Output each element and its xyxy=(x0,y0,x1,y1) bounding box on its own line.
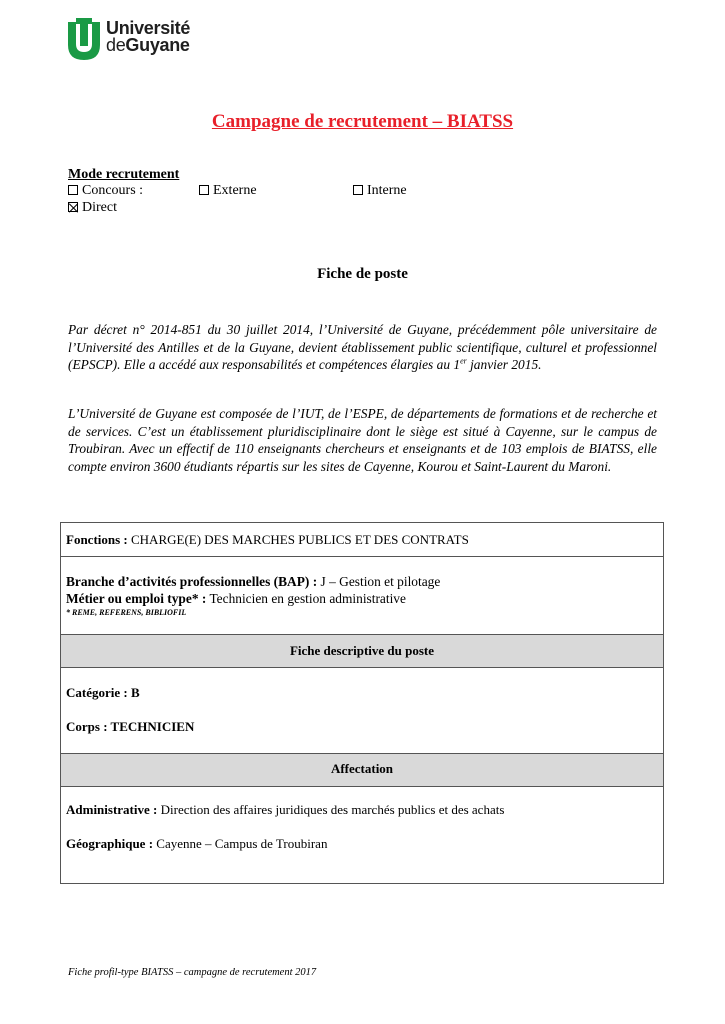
row-fonctions xyxy=(61,523,663,556)
fiche-header: Fiche descriptive du poste xyxy=(289,643,435,658)
university-logo-icon xyxy=(66,18,102,62)
mode-recrutement-section xyxy=(68,166,179,183)
direct-label: Direct xyxy=(82,200,117,215)
reference-note: * REME, REFERENS, BIBLIOFIL xyxy=(66,608,187,617)
option-interne xyxy=(353,183,407,199)
fonctions-value: CHARGE(E) DES MARCHES PUBLICS ET DES CONTRATS xyxy=(131,532,469,547)
sup-er: er xyxy=(460,356,467,366)
intro-paragraph-2: L’Université de Guyane est composée de l’IUT, de l’ESPE, de départements de formations et de recherche et de services. C’est un établissement pluridisciplinaire dont le siège est situé à Cayenne, sur le campus de Troubiran. Avec un effectif de 110 enseignants chercheurs et enseignants et de 103 emplois de BIATSS, elle compte environ 3600 étudiants répartis sur les sites de Cayenne, Kourou et Saint-Laurent du Maroni. xyxy=(68,406,657,474)
intro-paragraph-1: Par décret n° 2014-851 du 30 juillet 2014, l’Université de Guyane, précédemment pôle universitaire de l’Université des Antilles et de la Guyane, devient établissement public scientifique, culturel et professionnel (EPSCP). Elle a accédé aux responsabilités et compétences élargies au 1er janvier 2015. xyxy=(68,322,657,372)
categorie: Catégorie : B xyxy=(66,685,140,700)
logo-line2-main: Guyane xyxy=(125,35,190,55)
geo-value: Cayenne – Campus de Troubiran xyxy=(156,836,328,851)
corps: Corps : TECHNICIEN xyxy=(66,719,195,734)
page-footer: Fiche profil-type BIATSS – campagne de recrutement 2017 xyxy=(68,967,317,978)
geo-label: Géographique : xyxy=(66,836,154,851)
admin-label: Administrative : xyxy=(66,802,158,817)
admin-value: Direction des affaires juridiques des marchés publics et des achats xyxy=(160,802,505,817)
row-fiche-header xyxy=(61,634,663,667)
row-bap xyxy=(61,556,663,634)
logo-line2-prefix: de xyxy=(106,35,126,55)
affectation-header: Affectation xyxy=(330,761,394,776)
row-affectation xyxy=(61,786,663,883)
page-title: Campagne de recrutement – BIATSS xyxy=(211,111,514,132)
concours-checkbox xyxy=(68,185,78,195)
section-subtitle: Fiche de poste xyxy=(317,266,408,282)
university-logo xyxy=(66,18,196,64)
row-affectation-header xyxy=(61,753,663,786)
metier-value: Technicien en gestion administrative xyxy=(209,591,406,606)
bap-value: J – Gestion et pilotage xyxy=(320,574,441,589)
bap-label: Branche d’activités professionnelles (BAP) : xyxy=(66,574,318,589)
option-externe xyxy=(199,183,257,199)
externe-checkbox xyxy=(199,185,209,195)
option-direct xyxy=(68,200,117,216)
job-table xyxy=(60,522,664,884)
concours-label: Concours : xyxy=(82,183,144,198)
row-categorie xyxy=(61,667,663,753)
mode-label: Mode recrutement xyxy=(68,167,180,182)
fonctions-label: Fonctions : xyxy=(66,532,128,547)
interne-checkbox xyxy=(353,185,363,195)
metier-label: Métier ou emploi type* : xyxy=(66,591,207,606)
option-concours xyxy=(68,183,143,199)
interne-label: Interne xyxy=(367,183,407,198)
logo-line1: Université xyxy=(106,18,191,38)
externe-label: Externe xyxy=(213,183,257,198)
direct-checkbox xyxy=(68,202,78,212)
